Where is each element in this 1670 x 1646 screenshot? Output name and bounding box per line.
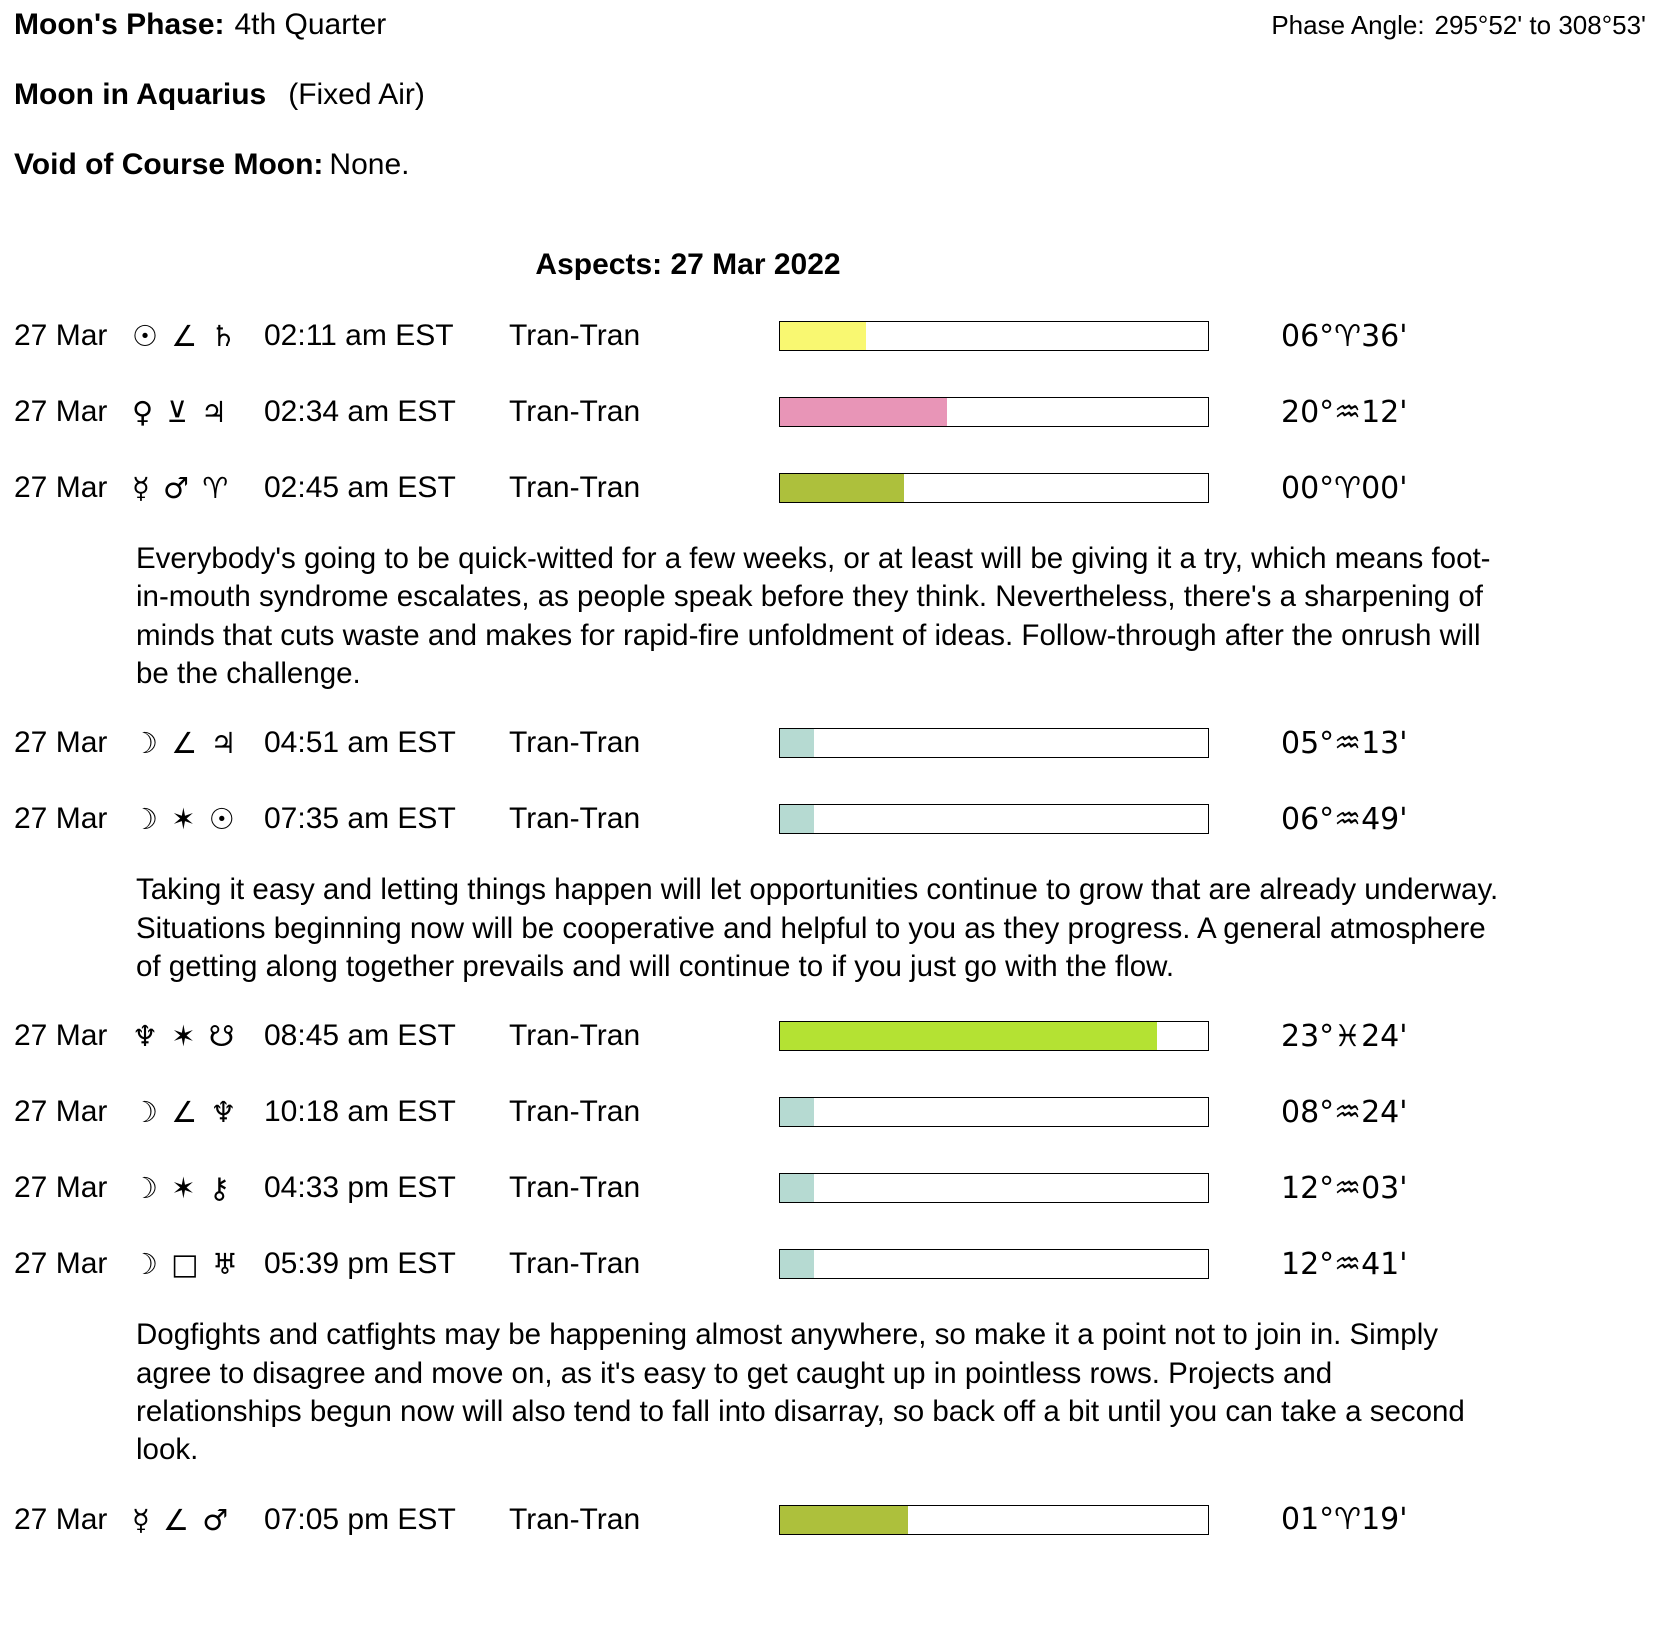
- aspect-strength-bar: [779, 804, 1209, 834]
- moon-sign-line: [14, 78, 1652, 112]
- aspect-date: 27 Mar: [14, 1019, 108, 1053]
- aspect-glyphs-icon: ☽ ∠ ♆: [132, 1095, 239, 1130]
- aspect-type: Tran-Tran: [509, 1095, 641, 1129]
- aspect-position: 20°♒12': [1281, 394, 1408, 430]
- aspect-strength-bar: [779, 1021, 1209, 1051]
- aspect-strength-bar-cell: [779, 804, 1219, 834]
- aspect-row: [14, 1240, 1652, 1288]
- aspect-strength-bar-fill: [780, 1174, 814, 1202]
- aspect-strength-bar-fill: [780, 322, 866, 350]
- void-of-course-line: [14, 148, 1652, 182]
- aspect-strength-bar-fill: [780, 729, 814, 757]
- aspect-glyphs-icon: ☿ ♂ ♈: [132, 471, 231, 505]
- aspect-time: 02:11 am EST: [264, 319, 454, 352]
- aspect-time: 04:51 am EST: [264, 726, 456, 760]
- aspect-type: Tran-Tran: [509, 1019, 641, 1053]
- aspect-type: Tran-Tran: [509, 726, 641, 760]
- aspect-time: 07:05 pm EST: [264, 1502, 456, 1536]
- aspect-type: Tran-Tran: [509, 1171, 641, 1205]
- aspect-strength-bar: [779, 1097, 1209, 1127]
- aspect-position: 12°♒03': [1281, 1170, 1408, 1206]
- aspect-strength-bar: [779, 397, 1209, 427]
- aspect-time: 08:45 am EST: [264, 1019, 456, 1053]
- aspect-time: 02:45 am EST: [264, 471, 456, 504]
- aspect-description: Taking it easy and letting things happen will let opportunities continue to grow that are already underway. Situations beginning now will be cooperative and helpful to you as they progress. A general atmosphere of getting along together prevails and will continue to if you just go with the flow.: [136, 873, 1499, 984]
- aspect-position: 01°♈19': [1281, 1502, 1408, 1538]
- aspect-strength-bar-cell: [779, 1097, 1219, 1127]
- aspect-date: 27 Mar: [14, 1247, 108, 1281]
- aspect-strength-bar: [779, 321, 1209, 351]
- void-of-course-value: None.: [329, 148, 410, 181]
- aspect-row: [14, 388, 1652, 436]
- aspect-type: Tran-Tran: [509, 802, 641, 836]
- aspect-time: 10:18 am EST: [264, 1095, 456, 1129]
- moon-phase-value: 4th Quarter: [234, 8, 387, 41]
- aspect-glyphs-icon: ☽ □ ♅: [132, 1247, 240, 1282]
- phase-angle-label: Phase Angle:: [1271, 10, 1425, 40]
- aspect-position: 06°♈36': [1281, 318, 1408, 354]
- aspect-row: [14, 1088, 1652, 1136]
- aspect-strength-bar-cell: [779, 1173, 1219, 1203]
- aspect-date: 27 Mar: [14, 471, 108, 504]
- aspect-strength-bar-fill: [780, 805, 814, 833]
- aspect-row: [14, 1012, 1652, 1060]
- aspect-glyphs-icon: ☿ ∠ ♂: [132, 1502, 231, 1537]
- aspect-time: 02:34 am EST: [264, 395, 456, 428]
- aspect-date: 27 Mar: [14, 726, 108, 760]
- aspect-strength-bar: [779, 728, 1209, 758]
- aspect-position: 23°♓24': [1281, 1018, 1408, 1054]
- aspect-glyphs-icon: ☽ ∠ ♃: [132, 726, 239, 761]
- aspect-strength-bar: [779, 1249, 1209, 1279]
- aspect-position: 12°♒41': [1281, 1246, 1408, 1282]
- aspect-type: Tran-Tran: [509, 471, 641, 504]
- moon-sign-modality: (Fixed Air): [288, 78, 425, 111]
- aspect-type: Tran-Tran: [509, 319, 641, 352]
- aspect-position: 05°♒13': [1281, 725, 1408, 761]
- moon-phase-line: [14, 8, 386, 42]
- aspect-row: [14, 1164, 1652, 1212]
- aspects-title: Aspects: 27 Mar 2022: [535, 248, 841, 281]
- aspect-strength-bar-cell: [779, 1249, 1219, 1279]
- aspect-description: Everybody's going to be quick-witted for a few weeks, or at least will be giving it a try, which means foot-in-mouth syndrome escalates, as people speak before they think. Nevertheless, there's a sharpening of minds that cuts waste and makes for rapid-fire unfoldment of ideas. Follow-through after the onrush will be the challenge.: [136, 542, 1491, 691]
- aspect-strength-bar-fill: [780, 1098, 814, 1126]
- aspect-strength-bar-fill: [780, 1022, 1157, 1050]
- aspect-position: 06°♒49': [1281, 801, 1408, 837]
- aspect-type: Tran-Tran: [509, 1247, 641, 1281]
- aspects-list: [14, 312, 1652, 1544]
- aspect-date: 27 Mar: [14, 319, 108, 352]
- moon-phase-label: Moon's Phase:: [14, 8, 225, 41]
- aspect-strength-bar: [779, 1505, 1209, 1535]
- aspect-row: [14, 312, 1652, 360]
- aspect-glyphs-icon: ☽ ✶ ☉: [132, 802, 237, 837]
- aspect-row: [14, 719, 1652, 767]
- aspect-time: 05:39 pm EST: [264, 1247, 456, 1281]
- aspect-date: 27 Mar: [14, 1171, 108, 1205]
- aspect-type: Tran-Tran: [509, 395, 641, 428]
- aspect-strength-bar-cell: [779, 728, 1219, 758]
- moon-sign-label: Moon in Aquarius: [14, 78, 267, 111]
- aspect-position: 08°♒24': [1281, 1094, 1408, 1130]
- aspect-position: 00°♈00': [1281, 470, 1408, 506]
- aspect-row: [14, 1496, 1652, 1544]
- phase-angle-line: [1271, 10, 1652, 41]
- aspect-strength-bar-cell: [779, 397, 1219, 427]
- aspect-row: [14, 464, 1652, 512]
- aspect-date: 27 Mar: [14, 1095, 108, 1129]
- aspect-strength-bar-fill: [780, 1506, 908, 1534]
- aspect-strength-bar-cell: [779, 1505, 1219, 1535]
- aspect-date: 27 Mar: [14, 802, 108, 836]
- aspect-description: Dogfights and catfights may be happening almost anywhere, so make it a point not to join in. Simply agree to disagree and move on, as it's easy to get caught up in pointless rows. Projects and relationships begun now will also tend to fall into disarray, so back off a bit until you can take a second look.: [136, 1318, 1465, 1467]
- aspect-time: 04:33 pm EST: [264, 1171, 456, 1205]
- aspect-strength-bar-cell: [779, 321, 1219, 351]
- aspect-type: Tran-Tran: [509, 1502, 641, 1536]
- aspect-strength-bar: [779, 1173, 1209, 1203]
- aspect-strength-bar-fill: [780, 398, 947, 426]
- header-row: [14, 8, 1652, 42]
- aspect-glyphs-icon: ♆ ✶ ☋: [132, 1019, 237, 1054]
- void-of-course-label: Void of Course Moon:: [14, 148, 324, 181]
- aspect-strength-bar-cell: [779, 1021, 1219, 1051]
- aspect-glyphs-icon: ♀ ⊻ ♃: [132, 395, 229, 429]
- aspect-date: 27 Mar: [14, 395, 108, 428]
- aspect-strength-bar: [779, 473, 1209, 503]
- aspect-strength-bar-fill: [780, 474, 904, 502]
- aspect-date: 27 Mar: [14, 1502, 108, 1536]
- aspect-glyphs-icon: ☉ ∠ ♄: [132, 319, 239, 353]
- phase-angle-value: 295°52' to 308°53': [1434, 10, 1646, 40]
- aspect-strength-bar-cell: [779, 473, 1219, 503]
- aspect-strength-bar-fill: [780, 1250, 814, 1278]
- aspect-row: [14, 795, 1652, 843]
- aspect-glyphs-icon: ☽ ✶ ⚷: [132, 1171, 232, 1206]
- aspect-time: 07:35 am EST: [264, 802, 456, 836]
